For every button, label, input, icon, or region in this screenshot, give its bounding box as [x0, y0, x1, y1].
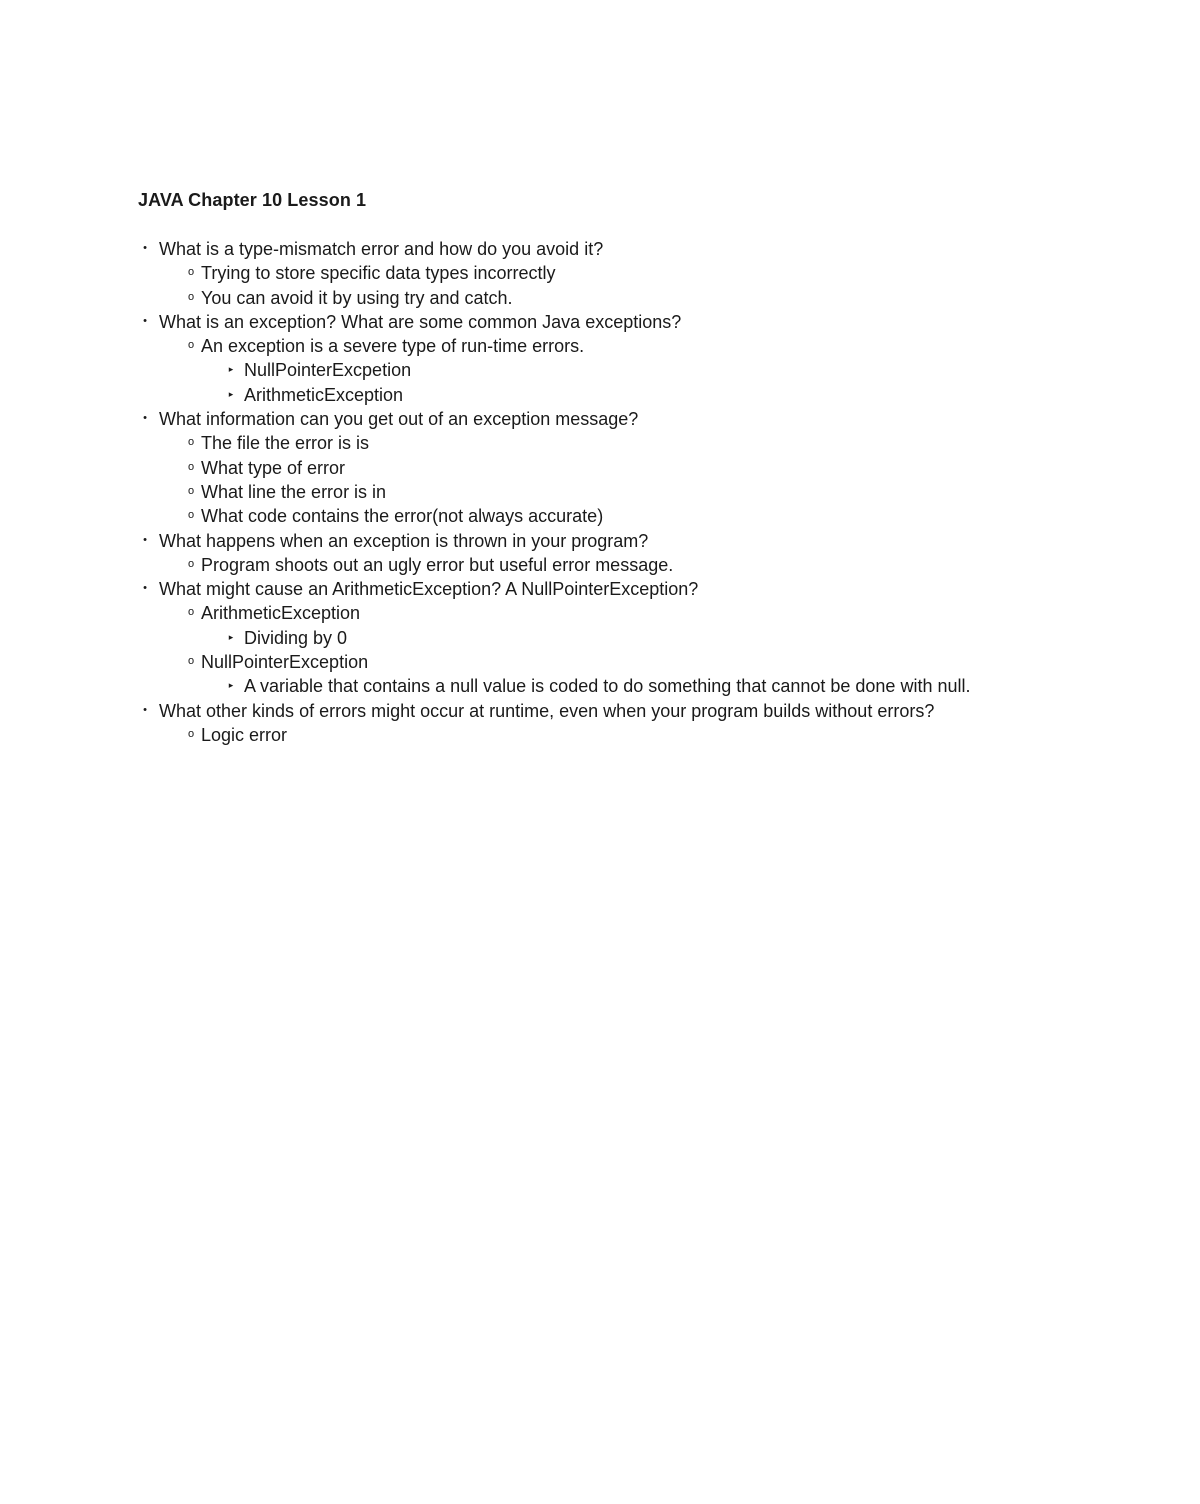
list-item [0, 431, 1200, 455]
detail-text: NullPointerExcpetion [244, 360, 412, 381]
circle-bullet-icon: o [187, 655, 195, 668]
notes-list [0, 237, 1200, 747]
answer-text: NullPointerException [201, 652, 369, 673]
circle-bullet-icon: o [187, 727, 195, 740]
list-item [0, 601, 1200, 625]
bullet-icon: • [143, 242, 147, 254]
answer-text: What type of error [201, 457, 346, 478]
circle-bullet-icon: o [187, 290, 195, 303]
list-item [0, 674, 1200, 698]
list-item [0, 699, 1200, 723]
circle-bullet-icon: o [187, 557, 195, 570]
answer-text: You can avoid it by using try and catch. [201, 287, 513, 308]
detail-text: ArithmeticException [244, 384, 404, 405]
list-item [0, 504, 1200, 528]
list-item [0, 407, 1200, 431]
list-item [0, 310, 1200, 334]
answer-text: Logic error [201, 724, 288, 745]
answer-text: Trying to store specific data types incorrectly [201, 263, 556, 284]
answer-text: Program shoots out an ugly error but useful error message. [201, 554, 674, 575]
circle-bullet-icon: o [187, 266, 195, 279]
list-item [0, 553, 1200, 577]
list-item [0, 723, 1200, 747]
triangle-bullet-icon: ▸ [228, 388, 234, 399]
bullet-icon: • [143, 314, 147, 327]
document-title: JAVA Chapter 10 Lesson 1 [138, 190, 367, 210]
list-item [0, 626, 1200, 650]
circle-bullet-icon: o [187, 436, 195, 449]
triangle-bullet-icon: ▸ [228, 631, 234, 642]
list-item [0, 358, 1200, 382]
bullet-icon: • [143, 703, 147, 716]
answer-text: An exception is a severe type of run-time errors. [201, 336, 585, 357]
question-text: What information can you get out of an exception message? [159, 409, 639, 430]
list-item [0, 650, 1200, 674]
list-item [0, 456, 1200, 480]
circle-bullet-icon: o [187, 509, 195, 522]
list-item [0, 529, 1200, 553]
answer-text: What line the error is in [201, 481, 387, 502]
list-item [0, 261, 1200, 285]
circle-bullet-icon: o [187, 484, 195, 497]
bullet-icon: • [143, 582, 147, 595]
bullet-icon: • [143, 533, 147, 546]
list-item [0, 237, 1200, 261]
question-text: What is a type-mismatch error and how do you avoid it? [159, 239, 604, 259]
list-item [0, 577, 1200, 601]
answer-text: What code contains the error(not always accurate) [201, 506, 604, 527]
list-item [0, 480, 1200, 504]
triangle-bullet-icon: ▸ [228, 680, 234, 691]
circle-bullet-icon: o [187, 606, 195, 619]
question-text: What happens when an exception is thrown in your program? [159, 530, 649, 551]
detail-text: Dividing by 0 [244, 627, 348, 648]
list-item [0, 383, 1200, 407]
question-text: What is an exception? What are some common Java exceptions? [159, 311, 682, 332]
question-text: What other kinds of errors might occur at runtime, even when your program builds without errors? [159, 700, 935, 721]
list-item [0, 286, 1200, 310]
detail-text: A variable that contains a null value is coded to do something that cannot be done with null. [244, 676, 971, 697]
circle-bullet-icon: o [187, 460, 195, 473]
answer-text: The file the error is is [201, 433, 370, 454]
answer-text: ArithmeticException [201, 603, 361, 624]
bullet-icon: • [143, 412, 147, 425]
circle-bullet-icon: o [187, 339, 195, 352]
triangle-bullet-icon: ▸ [228, 364, 234, 375]
list-item [0, 334, 1200, 358]
question-text: What might cause an ArithmeticException? A NullPointerException? [159, 579, 699, 600]
